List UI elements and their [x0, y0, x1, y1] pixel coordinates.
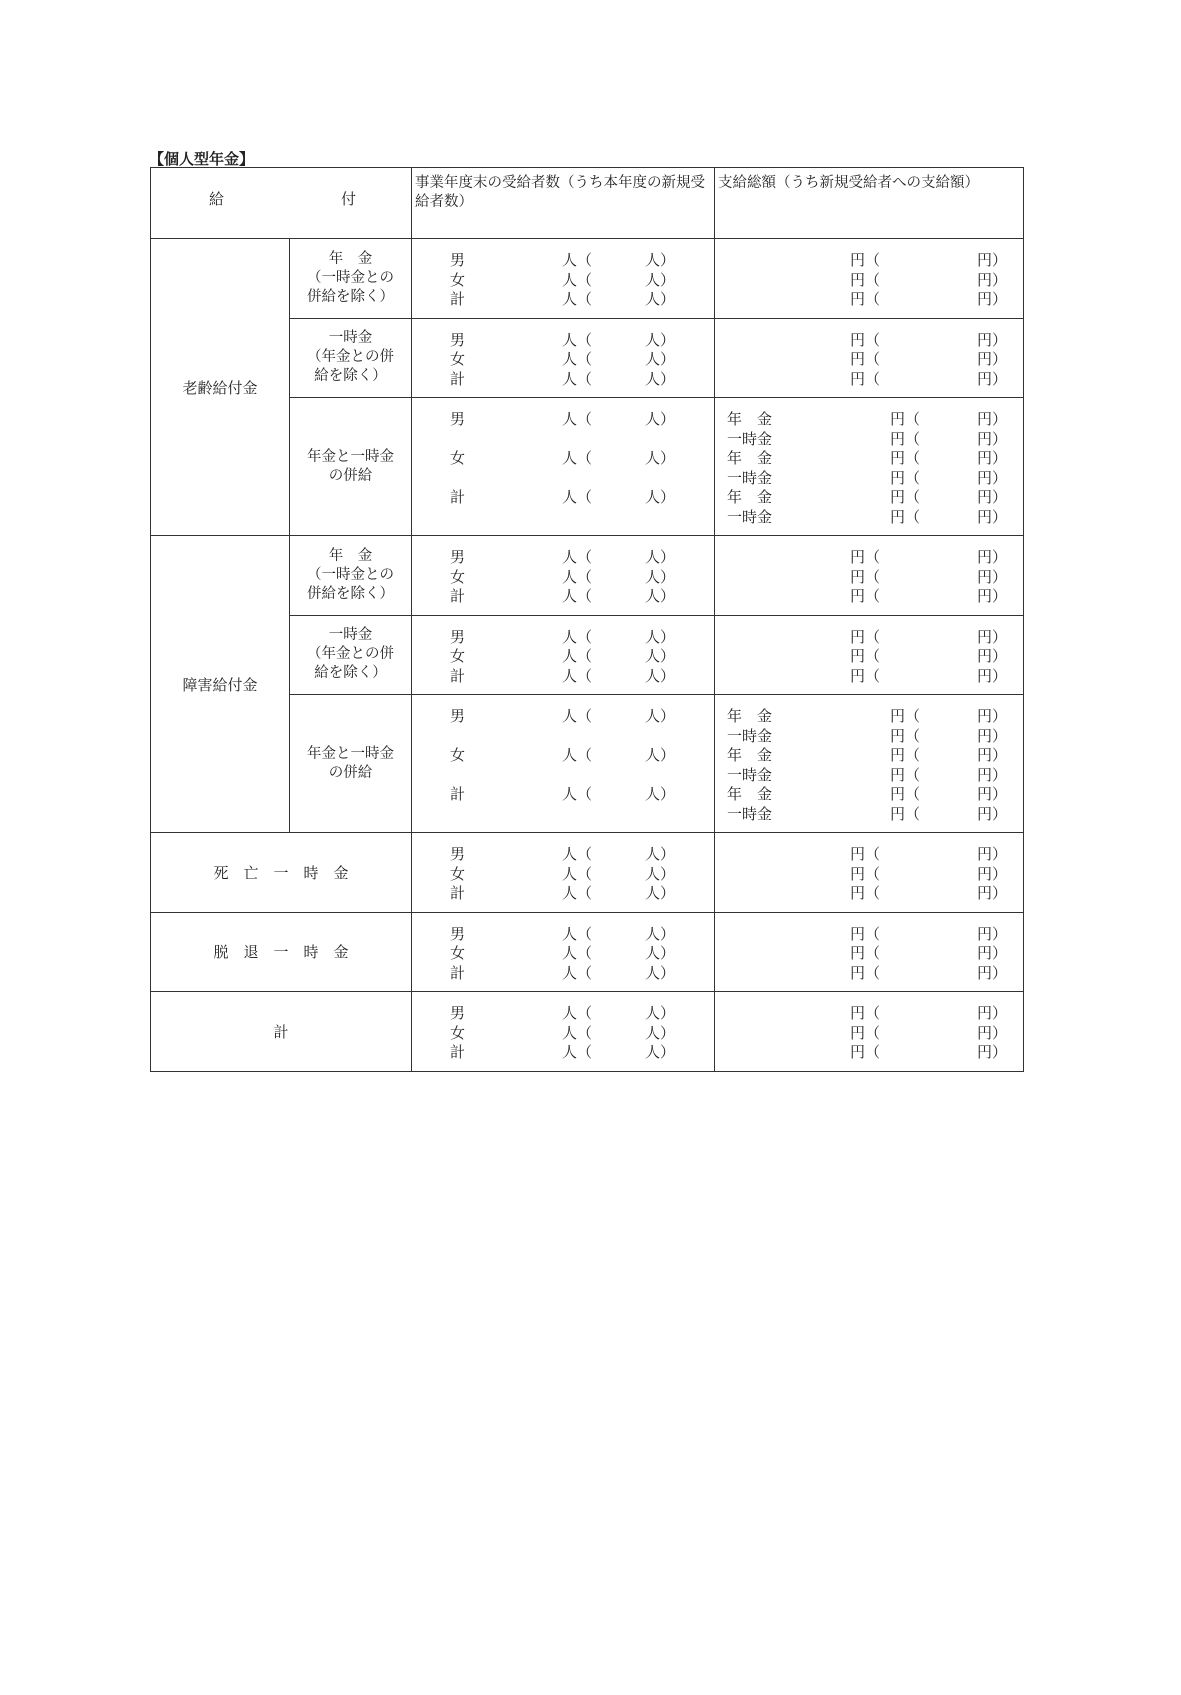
amount-line: [715, 1002, 1023, 1022]
benefit-row: [151, 239, 1024, 319]
sex-label: 計: [450, 290, 466, 308]
single-benefit-label: 死 亡 一 時 金: [151, 833, 412, 913]
yen-open: 円（: [850, 270, 881, 289]
count-line: [412, 705, 714, 744]
count-line: [412, 843, 714, 863]
yen-close: 円）: [977, 707, 1008, 725]
count-line: [412, 348, 714, 368]
yen-close: 円）: [977, 330, 1008, 349]
sex-label: 計: [450, 369, 466, 388]
count-line: [412, 368, 714, 388]
count-line: [412, 942, 714, 962]
header-total-amount: 支給総額（うち新規受給者への支給額）: [715, 168, 1024, 239]
persons-open: 人（: [562, 548, 593, 566]
sub-benefit-label: 年金と一時金 の併給: [290, 695, 412, 833]
amount-line: [715, 863, 1023, 883]
yen-close: 円）: [977, 567, 1008, 586]
amount-line: [715, 665, 1023, 685]
amount-line: [715, 368, 1023, 388]
amount-cell: [715, 912, 1024, 992]
sex-label: 女: [450, 567, 466, 586]
sex-label: 男: [450, 410, 466, 428]
persons-open: 人（: [562, 864, 593, 883]
yen-close: 円）: [977, 963, 1008, 982]
amount-line: [715, 585, 1023, 605]
persons-close: 人）: [645, 1004, 676, 1022]
benefit-type-label: 年 金: [727, 410, 773, 428]
header-recipients: 事業年度末の受給者数（うち本年度の新規受給者数）: [412, 168, 715, 239]
benefit-row: [151, 833, 1024, 913]
yen-open: 円（: [850, 548, 881, 566]
yen-close: 円）: [977, 587, 1008, 605]
persons-open: 人（: [562, 270, 593, 289]
yen-open: 円（: [850, 647, 881, 665]
amount-line: [715, 962, 1023, 982]
recipient-count-cell: [412, 695, 715, 833]
benefit-type-label: 一時金: [727, 468, 773, 487]
count-line: [412, 288, 714, 308]
sex-label: 女: [450, 350, 466, 368]
amount-line: [715, 329, 1023, 349]
amount-line: [715, 249, 1023, 269]
persons-close: 人）: [645, 548, 676, 566]
yen-open: 円（: [850, 944, 881, 962]
yen-open: 円（: [850, 1043, 881, 1061]
yen-close: 円）: [977, 468, 1008, 487]
persons-open: 人（: [562, 785, 593, 803]
persons-close: 人）: [645, 785, 676, 803]
benefit-type-label: 年 金: [727, 746, 773, 764]
count-line: [412, 486, 714, 525]
persons-close: 人）: [645, 666, 676, 685]
yen-close: 円）: [977, 864, 1008, 883]
persons-close: 人）: [645, 488, 676, 506]
yen-open: 円（: [890, 746, 921, 764]
yen-open: 円（: [850, 1023, 881, 1042]
yen-close: 円）: [977, 507, 1008, 526]
persons-close: 人）: [645, 1023, 676, 1042]
yen-close: 円）: [977, 1043, 1008, 1061]
benefit-type-label: 年 金: [727, 707, 773, 725]
group-label: 障害給付金: [151, 536, 290, 833]
count-line: [412, 249, 714, 269]
persons-close: 人）: [645, 746, 676, 764]
yen-open: 円（: [890, 468, 921, 487]
persons-open: 人（: [562, 707, 593, 725]
persons-open: 人（: [562, 1004, 593, 1022]
yen-open: 円（: [890, 488, 921, 506]
yen-open: 円（: [890, 507, 921, 526]
yen-close: 円）: [977, 488, 1008, 506]
count-line: [412, 329, 714, 349]
persons-open: 人（: [562, 1023, 593, 1042]
amount-line: [715, 783, 1023, 803]
benefit-type-label: 一時金: [727, 507, 773, 526]
persons-close: 人）: [645, 567, 676, 586]
header-benefit-char-2: 付: [341, 190, 357, 208]
sub-benefit-label: 年 金 （一時金との 併給を除く）: [290, 536, 412, 616]
persons-open: 人（: [562, 746, 593, 764]
count-line: [412, 1002, 714, 1022]
persons-close: 人）: [645, 330, 676, 349]
amount-line: [715, 348, 1023, 368]
amount-line: [715, 645, 1023, 665]
amount-cell: [715, 536, 1024, 616]
sex-label: 男: [450, 845, 466, 863]
persons-open: 人（: [562, 666, 593, 685]
yen-close: 円）: [977, 845, 1008, 863]
sub-benefit-label: 一時金 （年金との併 給を除く）: [290, 318, 412, 398]
yen-close: 円）: [977, 410, 1008, 428]
amount-line: [715, 843, 1023, 863]
benefit-type-label: 年 金: [727, 785, 773, 803]
persons-close: 人）: [645, 963, 676, 982]
benefit-row: [151, 992, 1024, 1072]
count-line: [412, 546, 714, 566]
sex-label: 女: [450, 746, 466, 764]
yen-open: 円（: [890, 726, 921, 745]
persons-close: 人）: [645, 845, 676, 863]
recipient-count-cell: [412, 912, 715, 992]
persons-close: 人）: [645, 410, 676, 428]
persons-open: 人（: [562, 627, 593, 646]
yen-close: 円）: [977, 944, 1008, 962]
sub-benefit-label: 年金と一時金 の併給: [290, 398, 412, 536]
sex-label: 女: [450, 864, 466, 883]
amount-line: [715, 546, 1023, 566]
amount-line: [715, 882, 1023, 902]
count-line: [412, 645, 714, 665]
sex-label: 男: [450, 1004, 466, 1022]
persons-open: 人（: [562, 647, 593, 665]
yen-open: 円（: [850, 627, 881, 646]
yen-open: 円（: [850, 1004, 881, 1022]
yen-open: 円（: [850, 924, 881, 943]
persons-close: 人）: [645, 251, 676, 269]
yen-open: 円（: [850, 350, 881, 368]
amount-line: [715, 566, 1023, 586]
persons-close: 人）: [645, 627, 676, 646]
sex-label: 女: [450, 1023, 466, 1042]
persons-close: 人）: [645, 924, 676, 943]
persons-open: 人（: [562, 488, 593, 506]
sex-label: 女: [450, 944, 466, 962]
count-line: [412, 882, 714, 902]
sub-benefit-label: 年 金 （一時金との 併給を除く）: [290, 239, 412, 319]
yen-close: 円）: [977, 627, 1008, 646]
amount-line: [715, 626, 1023, 646]
benefit-type-label: 一時金: [727, 429, 773, 448]
persons-open: 人（: [562, 290, 593, 308]
yen-open: 円（: [850, 666, 881, 685]
persons-open: 人（: [562, 369, 593, 388]
yen-close: 円）: [977, 449, 1008, 467]
amount-line: [715, 506, 1023, 526]
amount-cell: [715, 833, 1024, 913]
recipient-count-cell: [412, 992, 715, 1072]
persons-close: 人）: [645, 290, 676, 308]
persons-open: 人（: [562, 924, 593, 943]
benefit-type-label: 一時金: [727, 765, 773, 784]
count-line: [412, 783, 714, 822]
sex-label: 女: [450, 449, 466, 467]
persons-open: 人（: [562, 567, 593, 586]
single-benefit-label: 脱 退 一 時 金: [151, 912, 412, 992]
count-line: [412, 962, 714, 982]
count-line: [412, 1041, 714, 1061]
amount-line: [715, 269, 1023, 289]
recipient-count-cell: [412, 833, 715, 913]
sex-label: 計: [450, 963, 466, 982]
amount-cell: [715, 992, 1024, 1072]
group-label: 老齢給付金: [151, 239, 290, 536]
persons-open: 人（: [562, 449, 593, 467]
header-benefit-char-1: 給: [209, 190, 225, 208]
sex-label: 男: [450, 924, 466, 943]
persons-open: 人（: [562, 963, 593, 982]
persons-open: 人（: [562, 350, 593, 368]
header-row: [151, 168, 1024, 239]
count-line: [412, 585, 714, 605]
persons-close: 人）: [645, 369, 676, 388]
amount-line: [715, 744, 1023, 764]
persons-close: 人）: [645, 864, 676, 883]
yen-open: 円（: [850, 567, 881, 586]
sex-label: 女: [450, 270, 466, 289]
amount-line: [715, 923, 1023, 943]
yen-open: 円（: [850, 251, 881, 269]
yen-open: 円（: [850, 369, 881, 388]
benefit-type-label: 年 金: [727, 488, 773, 506]
sex-label: 男: [450, 251, 466, 269]
persons-close: 人）: [645, 884, 676, 902]
persons-open: 人（: [562, 587, 593, 605]
yen-close: 円）: [977, 804, 1008, 823]
amount-line: [715, 803, 1023, 823]
yen-open: 円（: [850, 587, 881, 605]
amount-line: [715, 408, 1023, 428]
amount-line: [715, 288, 1023, 308]
amount-cell: [715, 695, 1024, 833]
persons-open: 人（: [562, 944, 593, 962]
persons-close: 人）: [645, 270, 676, 289]
persons-open: 人（: [562, 845, 593, 863]
persons-close: 人）: [645, 449, 676, 467]
recipient-count-cell: [412, 536, 715, 616]
yen-open: 円（: [890, 429, 921, 448]
yen-close: 円）: [977, 785, 1008, 803]
persons-open: 人（: [562, 1043, 593, 1061]
persons-close: 人）: [645, 1043, 676, 1061]
yen-close: 円）: [977, 924, 1008, 943]
amount-cell: [715, 615, 1024, 695]
amount-cell: [715, 239, 1024, 319]
yen-open: 円（: [890, 707, 921, 725]
benefit-row: [151, 536, 1024, 616]
yen-close: 円）: [977, 270, 1008, 289]
yen-close: 円）: [977, 746, 1008, 764]
sex-label: 計: [450, 488, 466, 506]
yen-close: 円）: [977, 1023, 1008, 1042]
yen-close: 円）: [977, 369, 1008, 388]
amount-line: [715, 447, 1023, 467]
sex-label: 男: [450, 330, 466, 349]
amount-line: [715, 1022, 1023, 1042]
sub-benefit-label: 一時金 （年金との併 給を除く）: [290, 615, 412, 695]
sex-label: 計: [450, 666, 466, 685]
recipient-count-cell: [412, 239, 715, 319]
count-line: [412, 1022, 714, 1042]
yen-open: 円（: [850, 330, 881, 349]
benefit-type-label: 一時金: [727, 804, 773, 823]
yen-close: 円）: [977, 1004, 1008, 1022]
yen-close: 円）: [977, 884, 1008, 902]
persons-open: 人（: [562, 330, 593, 349]
persons-close: 人）: [645, 944, 676, 962]
sex-label: 男: [450, 707, 466, 725]
amount-line: [715, 1041, 1023, 1061]
count-line: [412, 408, 714, 447]
yen-open: 円（: [850, 845, 881, 863]
sex-label: 計: [450, 587, 466, 605]
single-benefit-label: 計: [151, 992, 412, 1072]
yen-close: 円）: [977, 251, 1008, 269]
amount-line: [715, 725, 1023, 745]
yen-open: 円（: [850, 864, 881, 883]
count-line: [412, 863, 714, 883]
yen-close: 円）: [977, 350, 1008, 368]
yen-close: 円）: [977, 548, 1008, 566]
yen-open: 円（: [890, 449, 921, 467]
pension-benefit-table: [150, 167, 1024, 1072]
amount-line: [715, 942, 1023, 962]
amount-line: [715, 467, 1023, 487]
yen-open: 円（: [850, 884, 881, 902]
sex-label: 女: [450, 647, 466, 665]
persons-open: 人（: [562, 251, 593, 269]
recipient-count-cell: [412, 615, 715, 695]
persons-open: 人（: [562, 410, 593, 428]
yen-open: 円（: [890, 804, 921, 823]
count-line: [412, 447, 714, 486]
persons-close: 人）: [645, 707, 676, 725]
sex-label: 計: [450, 785, 466, 803]
yen-close: 円）: [977, 666, 1008, 685]
yen-open: 円（: [850, 963, 881, 982]
amount-line: [715, 486, 1023, 506]
amount-line: [715, 428, 1023, 448]
count-line: [412, 269, 714, 289]
yen-close: 円）: [977, 726, 1008, 745]
count-line: [412, 923, 714, 943]
amount-cell: [715, 398, 1024, 536]
amount-line: [715, 764, 1023, 784]
benefit-row: [151, 912, 1024, 992]
sex-label: 計: [450, 884, 466, 902]
section-title: 【個人型年金】: [149, 150, 255, 168]
count-line: [412, 626, 714, 646]
count-line: [412, 566, 714, 586]
benefit-type-label: 年 金: [727, 449, 773, 467]
yen-open: 円（: [890, 410, 921, 428]
sex-label: 男: [450, 627, 466, 646]
persons-close: 人）: [645, 350, 676, 368]
sex-label: 男: [450, 548, 466, 566]
persons-close: 人）: [645, 647, 676, 665]
yen-open: 円（: [890, 765, 921, 784]
yen-open: 円（: [890, 785, 921, 803]
yen-close: 円）: [977, 290, 1008, 308]
yen-close: 円）: [977, 765, 1008, 784]
benefit-type-label: 一時金: [727, 726, 773, 745]
recipient-count-cell: [412, 398, 715, 536]
header-benefit: [151, 168, 412, 239]
count-line: [412, 744, 714, 783]
persons-open: 人（: [562, 884, 593, 902]
yen-close: 円）: [977, 429, 1008, 448]
sex-label: 計: [450, 1043, 466, 1061]
recipient-count-cell: [412, 318, 715, 398]
amount-line: [715, 705, 1023, 725]
yen-open: 円（: [850, 290, 881, 308]
count-line: [412, 665, 714, 685]
persons-close: 人）: [645, 587, 676, 605]
yen-close: 円）: [977, 647, 1008, 665]
amount-cell: [715, 318, 1024, 398]
